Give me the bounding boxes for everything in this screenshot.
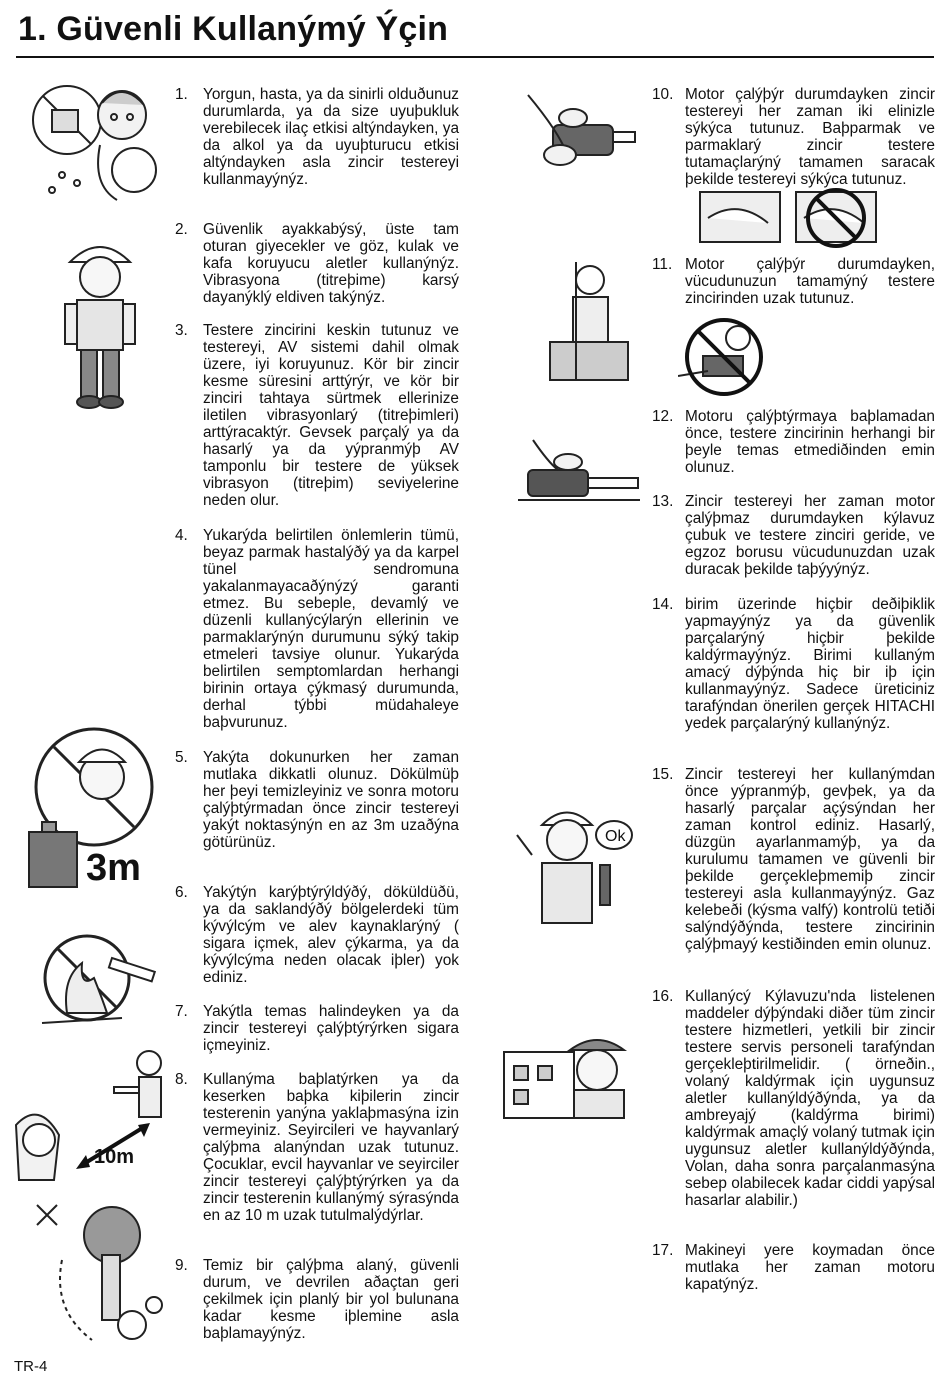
illustration-no-smoking-fire: [32, 918, 162, 1038]
item-text: Makineyi yere koymadan önce mutlaka her zaman motoru kapatýnýz.: [685, 1242, 935, 1293]
list-item: [175, 1257, 459, 1342]
item-text: Zincir testereyi her zaman motor çalýþmaz durumdayken kýlavuz çubuk ve testere zinciri geride, ve egzoz borusu vücudunuzdan uzak duracak þekilde taþýyýnýz.: [685, 493, 935, 578]
page-number: TR-4: [14, 1358, 48, 1375]
item-number: 12.: [652, 408, 674, 425]
item-text: Motor çalýþýr durumdayken, vücudunuzun tamamýný testere zincirinden uzak tutunuz.: [685, 256, 935, 307]
item-number: 10.: [652, 86, 674, 103]
list-item: [175, 749, 459, 851]
list-item: [175, 527, 459, 731]
item-number: 7.: [175, 1003, 188, 1020]
list-item: [652, 493, 935, 578]
list-item: [175, 1071, 459, 1224]
item-text: Temiz bir çalýþma alaný, güvenli durum, ve devrilen aðaçtan geri çekilmek için planlý bir yol bulunana kadar kesme iþlemine asla baþlamayýnýz.: [203, 1257, 459, 1342]
item-number: 2.: [175, 221, 188, 238]
item-number: 13.: [652, 493, 674, 510]
item-text: Yakýta dokunurken her zaman mutlaka dikkatli olunuz. Dökülmüþ her þeyi temizleyiniz ve sonra motoru çalýþtýrmadan önce zincir testereyi yakýt noktasýnýn en az 3m uzaðýna götürünüz.: [203, 749, 459, 851]
item-number: 6.: [175, 884, 188, 901]
list-item: [652, 988, 935, 1209]
illustration-protective-gear: [55, 232, 145, 412]
item-number: 9.: [175, 1257, 188, 1274]
list-item: [652, 766, 935, 953]
list-item: [652, 256, 935, 307]
illustration-inspection-ok: [512, 795, 652, 925]
illustration-keep-people-away: [14, 1045, 174, 1185]
illustration-authorized-service: [502, 1030, 636, 1120]
item-text: Kullanýma baþlatýrken ya da keserken baþka kiþilerin zincir testerenin yanýna yaklaþmasýna izin vermeyiniz. Seyircileri ve hayvanlarý çalýþma alanýndan uzak tutunuz. Çocuklar, evcil hayvanlar ve seyirciler zincir testereyi çalýþtýrýrken ya da zincir testerenin kullanýmý sýrasýnda en az 10 m uzak tutulmalýdýrlar.: [203, 1071, 459, 1224]
item-text: Güvenlik ayakkabýsý, üste tam oturan giyecekler ve göz, kulak ve kafa koruyucu aletler kullanýnýz. Vibrasyona (titreþime) karsý dayanýklý eldiven takýnýz.: [203, 221, 459, 306]
item-number: 3.: [175, 322, 188, 339]
illustration-grip-correct-incorrect: [698, 188, 884, 252]
illustration-escape-route-tree: [32, 1200, 172, 1350]
item-number: 5.: [175, 749, 188, 766]
distance-3m-label: 3m: [86, 847, 141, 889]
item-text: Yakýtla temas halindeyken ya da zincir testereyi çalýþtýrýrken sigara içmeyiniz.: [203, 1003, 459, 1054]
illustration-no-fuel-near: [24, 722, 164, 892]
list-item: [652, 596, 935, 732]
item-text: Yorgun, hasta, ya da sinirli olduðunuz durumlarda, ya da size uyuþukluk verebilecek ilaç etkisi altýndayken, ya da alkol ya da uyuþturucu etkisi altýndayken asla zincir testereyi kullanmayýnýz.: [203, 86, 459, 188]
list-item: [652, 1242, 935, 1293]
illustration-tired-person: [22, 75, 162, 205]
page-title: 1. Güvenli Kullanýmý Ýçin: [18, 10, 449, 48]
distance-10m-label: 10m: [94, 1146, 135, 1168]
list-item: [175, 322, 459, 509]
list-item: [175, 221, 459, 306]
item-text: Yukarýda belirtilen önlemlerin tümü, beyaz parmak hastalýðý ya da karpel tünel sendromuna yakalanmayacaðýnýzý garanti etmez. Bu sebeple, devamlý ve düzenli kullanýcýlarýn ellerinin ve parmaklarýnýn durumunu sýký takip etmeleri tavsiye olunur. Yukarýda belirtilen semptomlardan herhangi birinin ortaya çýkmasý durumunda, derhal týbbi müdahaleye baþvurunuz.: [203, 527, 459, 731]
item-text: Kullanýcý Kýlavuzu'nda listelenen maddeler dýþýndaki diðer tüm zincir testere hizmetleri, yetkili bir zincir testere servis personeli tarafýndan gerçekleþtirilmelidir. ( örneðin., volaný kaldýrmak için uygunsuz aletler kullanýldýðýnda, ya da ambreyajý (kaldýrma birimi) kaldýrmak amaçlý volaný tutmak için uygunsuz aletler kullanýldýðýnda, Volan, daha sonra parçalanmasýna sebep olabilecek kadar ciddi yapýsal hasarlar alabilir.): [685, 988, 935, 1209]
list-item: [652, 408, 935, 476]
illustration-two-hand-grip: [518, 90, 636, 180]
list-item: [175, 86, 459, 188]
item-number: 17.: [652, 1242, 674, 1259]
item-text: Testere zincirini keskin tutunuz ve testereyi, AV sistemi dahil olmak üzere, iyi koruyunuz. Kör bir zincir kesme süresini arttýrýr, ve kör bir zinciri tahtaya sürtmek ellerinize iletilen vibrasyonlarý (titreþimleri) arttýracaktýr. Gevsek parçalý ya da hasarlý ya da yýpranmýþ AV tamponlu bir testere de yüksek vibrasyon (titreþim) seviyelerine neden olur.: [203, 322, 459, 509]
item-text: birim üzerinde hiçbir deðiþiklik yapmayýnýz ya da güvenlik parçalarýný hiçbir þekilde kaldýrmayýnýz. Birimi kullaným amacý dýþýnda hiç bir iþ için kullanmayýnýz. Sadece üreticiniz tarafýndan önerilen gerçek HITACHI yedek parçalarýný kullanýnýz.: [685, 596, 935, 732]
list-item: [175, 884, 459, 986]
item-number: 15.: [652, 766, 674, 783]
ok-speech-label: Ok: [605, 828, 626, 845]
item-number: 8.: [175, 1071, 188, 1088]
illustration-starting-saw: [518, 432, 640, 504]
item-number: 11.: [652, 256, 673, 273]
list-item: [652, 86, 935, 188]
list-item: [175, 1003, 459, 1054]
item-text: Yakýtýn karýþtýrýldýðý, döküldüðü, ya da saklandýðý bölgelerdeki tüm kývýlcým ve alev kaynaklarýný ( sigara içmek, alev çýkarma, ya da kývýlcýma neden olacak iþler) yok ediniz.: [203, 884, 459, 986]
item-number: 1.: [175, 86, 188, 103]
item-number: 14.: [652, 596, 674, 613]
title-rule: [16, 56, 934, 58]
item-text: Motoru çalýþtýrmaya baþlamadan önce, testere zincirinin herhangi bir þeyle temas etmediðinden emin olunuz.: [685, 408, 935, 476]
item-text: Zincir testereyi her kullanýmdan önce yýpranmýþ, gevþek, ya da hasarlý parçalar açýsýndan her zaman kontrol ediniz. Hasarlý, düzgün ayarlanmamýþ, ya da kurulumu tamamen ve güvenli bir þekilde gerçekleþmemiþ zincir testereyi asla kullanmayýnýz. Gaz kelebeði (kýsma valfý) kontrolü tetiði salýndýðýnda, testere zincirinin çalýþmayý kestiðinden emin olunuz.: [685, 766, 935, 953]
item-number: 16.: [652, 988, 674, 1005]
item-text: Motor çalýþýr durumdayken zincir testereyi her zaman iki elinizle sýkýca tutunuz. Baþparmak ve parmaklarý zincir testere tutamaçlarýný tamamen saracak þekilde testereyi sýkýca tutunuz.: [685, 86, 935, 188]
illustration-body-away-chain: [548, 262, 630, 382]
illustration-no-body-near-chain: [678, 316, 770, 398]
item-number: 4.: [175, 527, 188, 544]
